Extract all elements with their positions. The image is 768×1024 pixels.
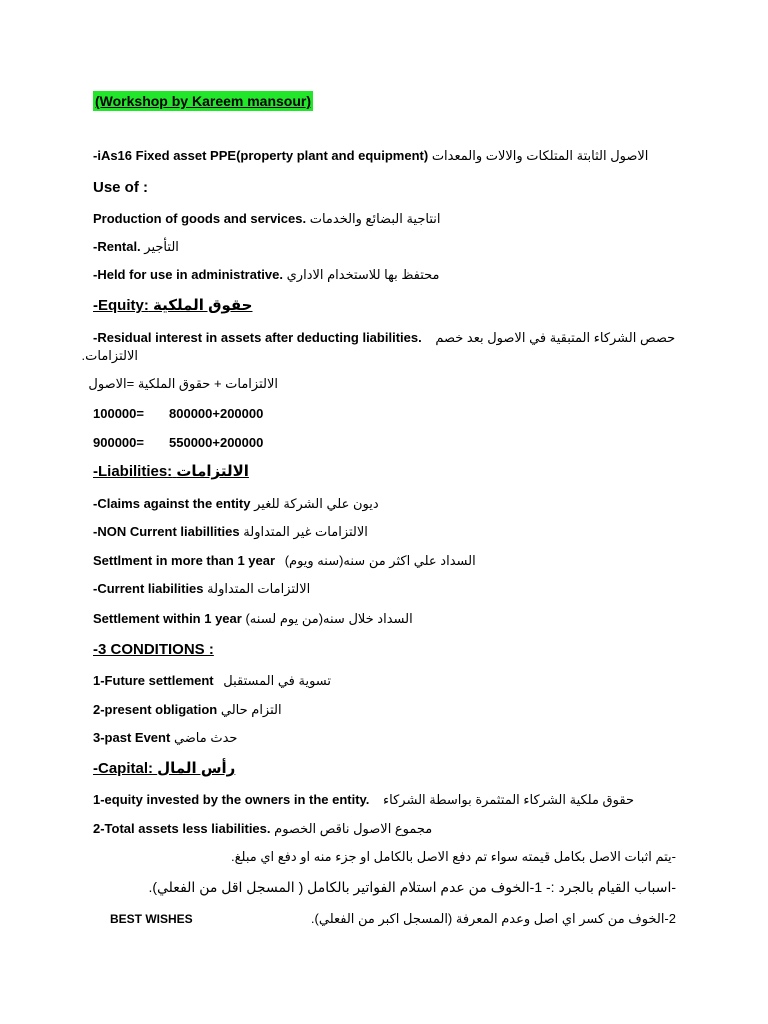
equity-arabic: حقوق الملكية [153, 297, 253, 314]
capital-1-arabic: حقوق ملكية الشركاء المتثمرة بواسطة الشركاء [383, 792, 634, 807]
settle-more-arabic: (السداد علي اكثر من سنه(سنه ويوم [284, 553, 476, 568]
rental-arabic: التأجير [144, 239, 179, 254]
noncurrent-arabic: الالتزامات غير المتداولة [243, 524, 368, 539]
current-line [93, 580, 310, 598]
capital-2-text: 2-Total assets less liabilities. [93, 821, 271, 836]
ias16-line [93, 147, 648, 165]
capital-line-2 [93, 820, 432, 838]
example-2-right: 550000+200000 [169, 435, 264, 450]
current-arabic: الالتزامات المتداولة [207, 581, 311, 596]
liabilities-text: -Liabilities: [93, 463, 173, 480]
production-arabic: انتاجية البضائع والخدمات [309, 211, 441, 226]
production-text: Production of goods and services. [93, 211, 307, 226]
condition-2-text: 2-present obligation [93, 702, 218, 717]
held-line [93, 266, 440, 284]
settle-within-text: Settlement within 1 year [93, 611, 242, 626]
condition-3-text: 3-past Event [93, 730, 171, 745]
condition-2 [93, 701, 282, 719]
capital-text: -Capital: [93, 760, 153, 777]
example-1-right: 800000+200000 [169, 406, 264, 421]
condition-1-text: 1-Future settlement [93, 673, 214, 688]
held-text: -Held for use in administrative. [93, 267, 283, 282]
current-text: -Current liabilities [93, 581, 204, 596]
reasons-line: -اسباب القيام بالجرد :- 1-الخوف من عدم استلام الفواتير بالكامل ( المسجل اقل من الفعلي). [148, 879, 676, 895]
capital-2-arabic: مجموع الاصول ناقص الخصوم [274, 821, 433, 836]
condition-1 [93, 672, 331, 690]
capital-line-1 [93, 791, 634, 809]
rental-text: -Rental. [93, 239, 141, 254]
document-title: (Workshop by Kareem mansour) [95, 93, 312, 109]
residual-text: -Residual interest in assets after deducting liabilities. [93, 330, 422, 345]
liabilities-arabic: الالتزامات [176, 463, 249, 480]
residual-arabic-continued: الالتزامات. [81, 348, 138, 363]
production-line [93, 210, 440, 228]
equation-line: الالتزامات + حقوق الملكية =الاصول [88, 376, 278, 391]
liabilities-heading [93, 463, 249, 481]
use-of-heading: Use of : [93, 179, 149, 196]
example-line-2 [93, 434, 264, 452]
conditions-heading: -3 CONDITIONS : [93, 641, 214, 658]
equity-heading [93, 297, 253, 315]
best-wishes: BEST WISHES [110, 912, 193, 926]
held-arabic: محتفظ بها للاستخدام الاداري [286, 267, 440, 282]
noncurrent-line [93, 523, 368, 541]
condition-1-arabic: تسوية في المستقبل [223, 673, 332, 688]
condition-2-arabic: التزام حالي [220, 702, 282, 717]
noncurrent-text: -NON Current liabillities [93, 524, 240, 539]
rental-line [93, 238, 179, 256]
claims-line [93, 495, 379, 513]
condition-3-arabic: حدث ماضي [173, 730, 238, 745]
capital-arabic: رأس المال [157, 760, 236, 777]
example-2-left: 900000= [93, 435, 144, 450]
capital-heading [93, 760, 235, 778]
residual-arabic: حصص الشركاء المتبقية في الاصول بعد خصم [435, 330, 676, 345]
settle-more-text: Settlment in more than 1 year [93, 553, 276, 568]
claims-text: -Claims against the entity [93, 496, 251, 511]
ias16-text: -iAs16 Fixed asset PPE(property plant and equipment) [93, 148, 429, 163]
arabic-note: -يتم اثبات الاصل بكامل قيمته سواء تم دفع الاصل بالكامل او جزء منه او دفع اي مبلغ. [231, 849, 676, 864]
example-1-left: 100000= [93, 406, 144, 421]
example-line-1 [93, 405, 264, 423]
reason-2-line: 2-الخوف من كسر اي اصل وعدم المعرفة (المسجل اكبر من الفعلي). [310, 911, 676, 926]
capital-1-text: 1-equity invested by the owners in the entity. [93, 792, 370, 807]
claims-arabic: ديون علي الشركة للغير [254, 496, 379, 511]
settle-more-line [93, 552, 476, 570]
ias16-arabic: الاصول الثابتة المتلكات والالات والمعدات [431, 148, 649, 163]
settle-within-line [93, 610, 413, 628]
condition-3 [93, 729, 237, 747]
residual-line [93, 329, 675, 347]
equity-text: -Equity: [93, 297, 149, 314]
settle-within-arabic: (السداد خلال سنه(من يوم لسنه [245, 611, 413, 626]
